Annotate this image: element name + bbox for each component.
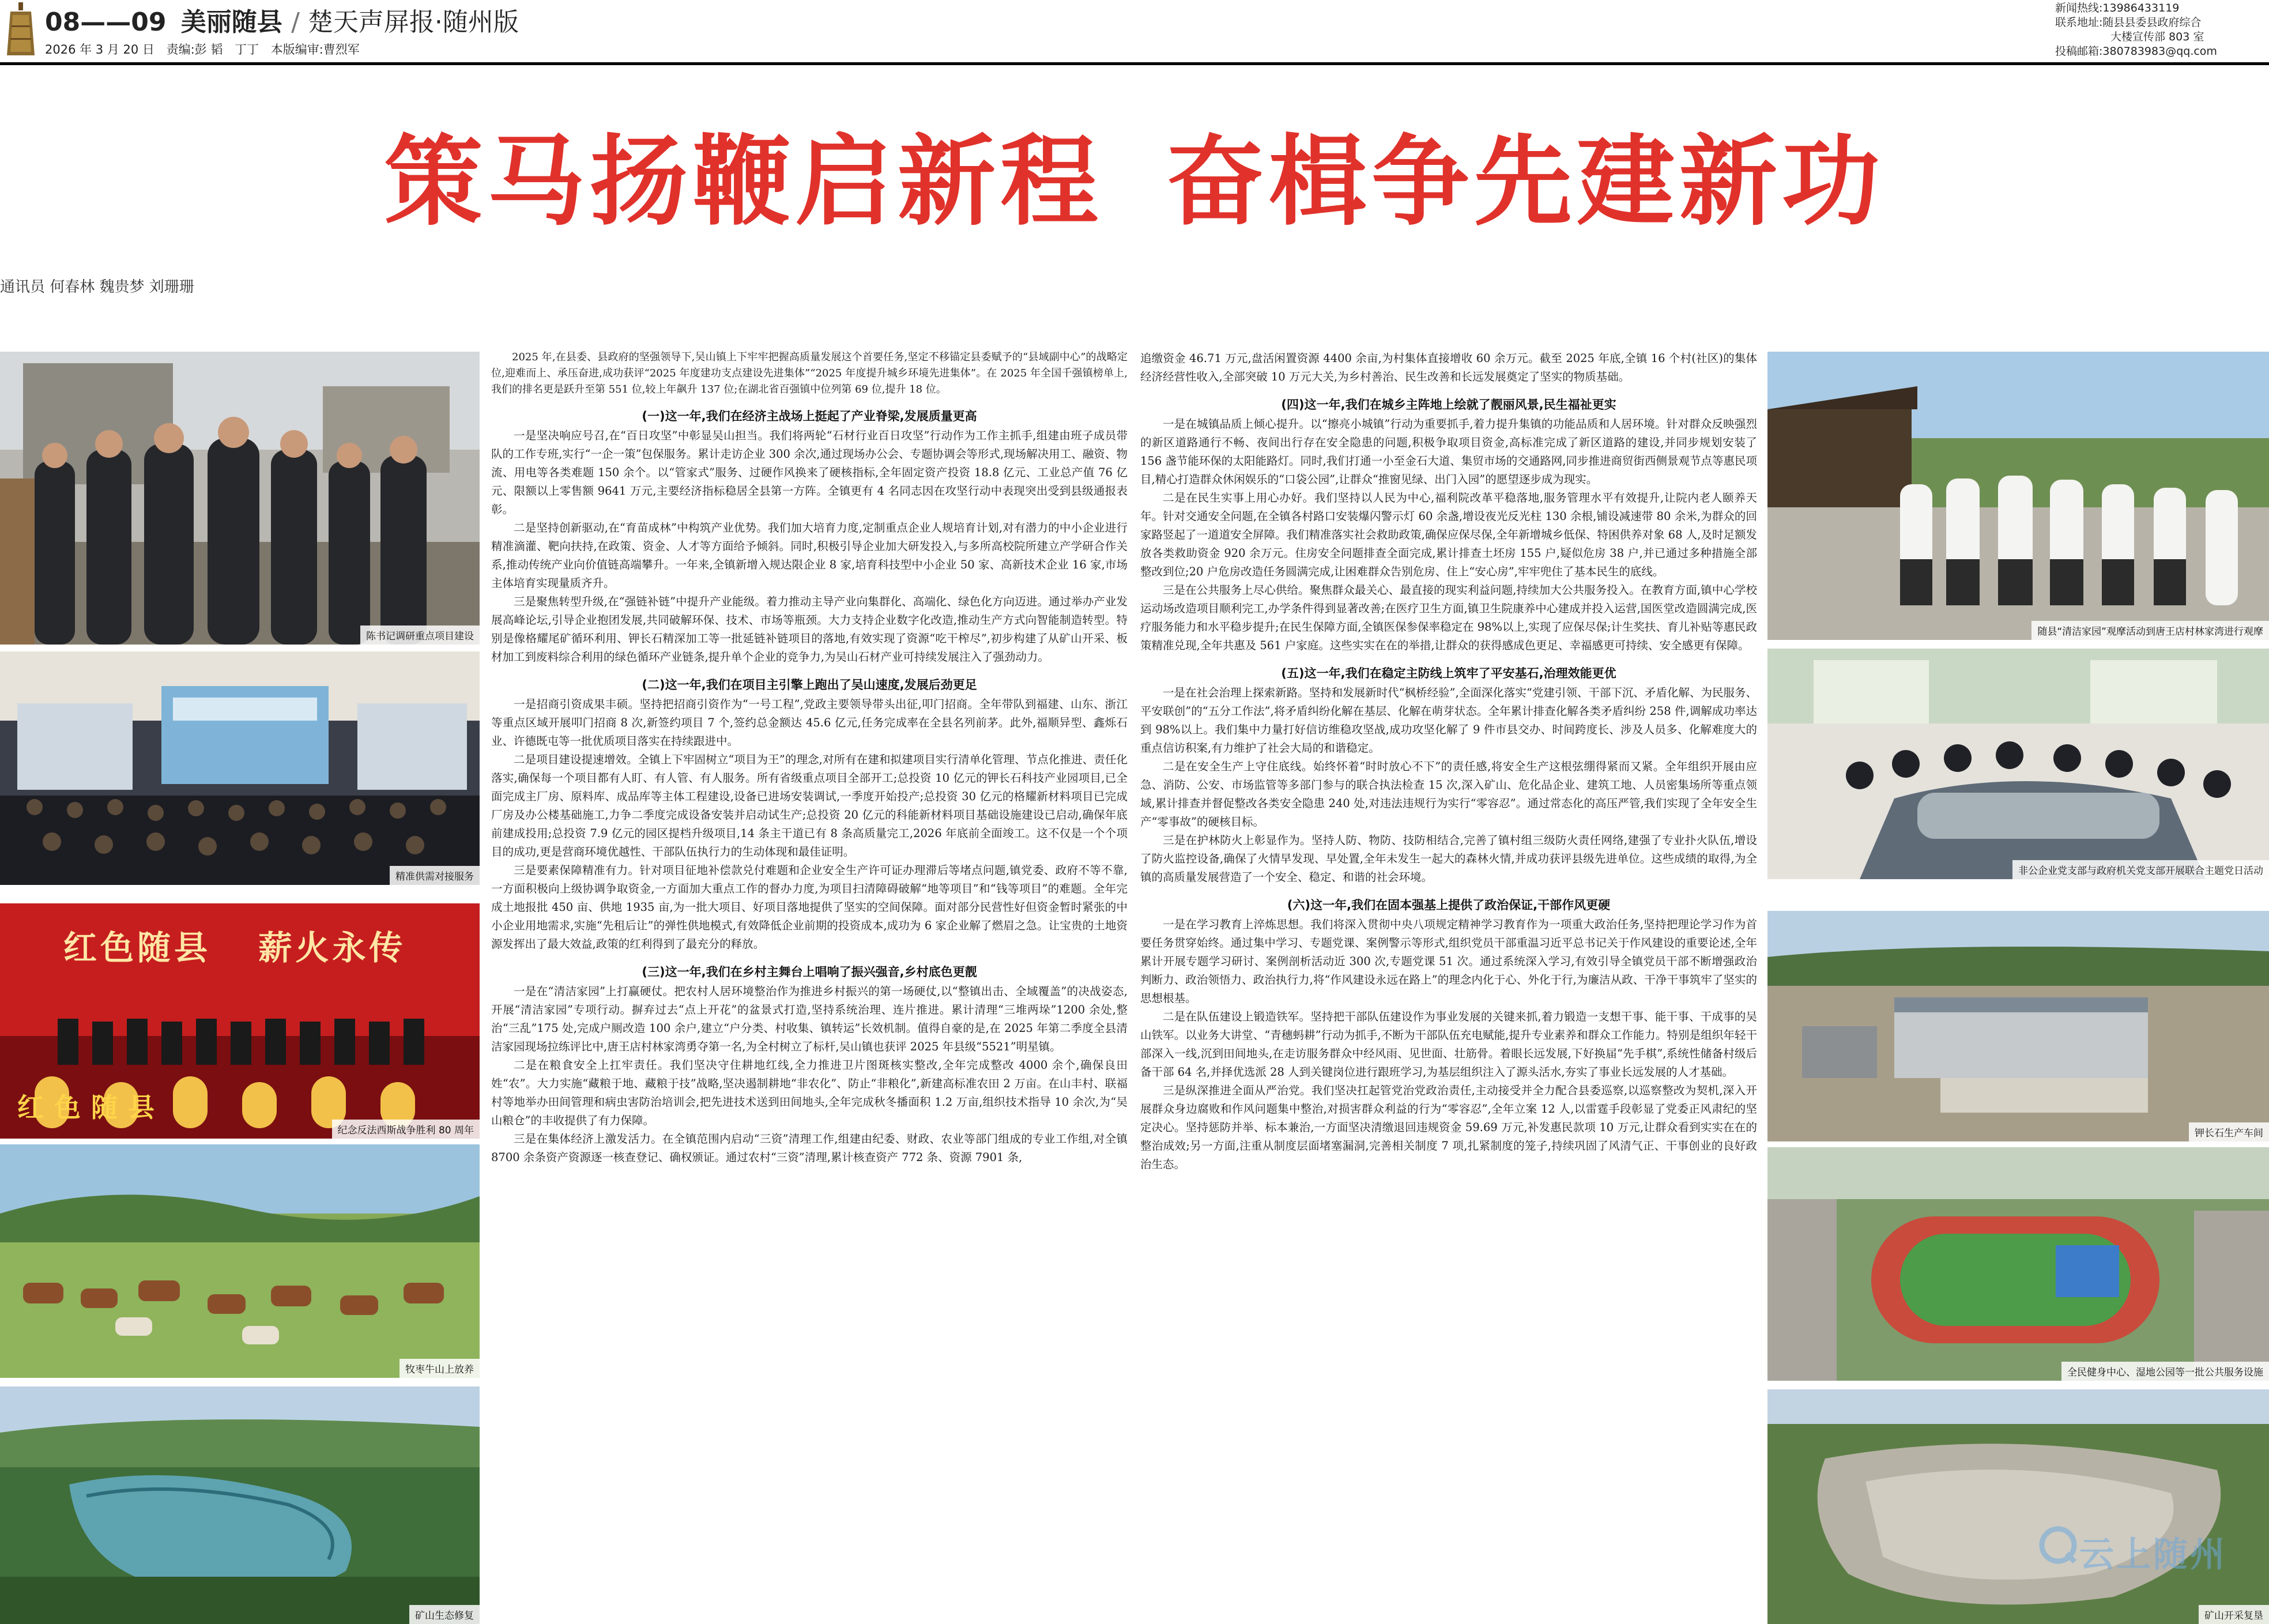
section-heading-projects: (二)这一年,我们在项目主引擎上跑出了吴山速度,发展后劲更足	[642, 678, 977, 692]
chief-editor-credit: 本版编审:曹烈军	[270, 43, 360, 56]
submission-email: 投稿邮箱:380783983@qq.com	[2055, 45, 2217, 58]
photo-project-inspection	[0, 352, 480, 645]
photo-feldspar-workshop	[1767, 911, 2269, 1141]
photo-red-culture-event	[0, 903, 480, 1139]
photo-cattle-grazing-image	[0, 1144, 480, 1378]
section-heading-party-building: (六)这一年,我们在固本强基上提供了政治保证,干部作风更硬	[1287, 898, 1611, 912]
paragraph: 一是坚决响应号召,在“百日攻坚”中彰显吴山担当。我们将两轮“石材行业百日攻坚”行动作为工作主抓手,组建由班子成员带队的工作专班,实行“一企一策”包保服务。累计走访企业 300 余次,通过现场办公会、专题协调会等形式,现场解决用工、融资、物流、用电等各类难题 150 余个。以“管家式”服务、过硬作风换来了硬核指标,全年固定资产投资 18.8 亿元、工业总产值 76 亿元、限额以上零售额 9641 万元,主要经济指标稳居全县第一方阵。全镇更有 4 名同志因在攻坚行动中表现突出受到县级通报表彰。	[491, 429, 1128, 516]
photo-caption: 非公企业党支部与政府机关党支部开展联合主题党日活动	[2012, 860, 2269, 879]
section-name: 美丽随县	[180, 7, 282, 37]
headline	[0, 103, 2269, 244]
paragraph: 二是在民生实事上用心办好。我们坚持以人民为中心,福利院改革平稳落地,服务管理水平有效提升,让院内老人颐养天年。针对交通安全问题,在全镇各村路口安装爆闪警示灯 60 余盏,增设夜光反光柱 130 余根,铺设减速带 80 余米,为群众的回家路竖起了一道道安全屏障。我们精准落实社会救助政策,确保应保尽保,全年新增城乡低保、特困供养对象 68 人,及时足额发放各类救助资金 920 余万元。住房安全问题排查全面完成,累计排查土坯房 155 户,疑似危房 38 户,并已通过多种措施全部整改到位;20 户危房改造任务圆满完成,让困难群众告别危房、住上“安心房”,牢牢兜住了基本民生的底线。	[1140, 491, 1757, 578]
designer-credit: 丁丁	[235, 43, 259, 56]
event-banner-part-2: 薪火永传	[258, 928, 406, 967]
section-heading-livelihood: (四)这一年,我们在城乡主阵地上绘就了靓丽风景,民生福祉更实	[1281, 398, 1616, 412]
editor-credit: 责编:彭 韬	[166, 43, 223, 56]
photo-mine-reclamation-image	[1767, 1389, 2269, 1624]
paragraph: 三是在公共服务上尽心供给。聚焦群众最关心、最直接的现实利益问题,持续加大公共服务投入。在教育方面,镇中心学校运动场改造项目顺利完工,办学条件得到显著改善;在医疗卫生方面,镇卫生院康养中心建成并投入运营,国医堂改造圆满完成,医疗服务能力和水平稳步提升;在民生保障方面,全镇医保参保率稳定在 98%以上,实现了应保尽保;计生奖扶、育儿补贴等惠民政策精准兑现,全年共惠及 561 户家庭。这些实实在在的举措,让群众的获得感成色更足、幸福感更可持续、安全感更有保障。	[1140, 583, 1757, 652]
paragraph: 一是在城镇品质上倾心提升。以“擦亮小城镇”行动为重要抓手,着力提升集镇的功能品质和人居环境。针对群众反映强烈的新区道路通行不畅、夜间出行存在安全隐患的问题,积极争取项目资金,高标准完成了新区道路的建设,并同步规划安装了 156 盏节能环保的太阳能路灯。同时,我们打通一小至金石大道、集贸市场的交通路网,同步推进商贸街西侧景观节点等惠民项目,精心打造群众休闲娱乐的“口袋公园”,让群众“推窗见绿、出门入园”的愿望逐步成为现实。	[1140, 417, 1757, 486]
news-hotline: 新闻热线:13986433119	[2055, 2, 2180, 14]
paper-name: 楚天声屏报·随州版	[307, 7, 519, 37]
section-heading-stability: (五)这一年,我们在稳定主防线上筑牢了平安基石,治理效能更优	[1281, 666, 1616, 680]
photo-caption: 精准供需对接服务	[390, 866, 480, 885]
photo-public-facilities	[1767, 1147, 2269, 1381]
photo-clean-home-visit	[1767, 352, 2269, 640]
paragraph: 一是在学习教育上淬炼思想。我们将深入贯彻中央八项规定精神学习教育作为一项重大政治任务,坚持把理论学习作为首要任务贯穿始终。通过集中学习、专题党课、案例警示等形式,组织党员干部重温习近平总书记关于作风建设的重要论述,全年累计开展专题学习研讨、案例剖析活动近 300 次,专题党课 51 次。通过系统深入学习,有效引导全镇党员干部不断增强政治判断力、政治领悟力、政治执行力,将“作风建设永远在路上”的理念内化于心、外化于行,为廉洁从政、干净干事筑牢了坚实的思想根基。	[1140, 918, 1757, 1005]
edition-bar	[45, 40, 368, 58]
paragraph: 三是在集体经济上激发活力。在全镇范围内启动“三资”清理工作,组建由纪委、财政、农业等部门组成的专业工作组,对全镇 8700 余条资产资源逐一核查登记、确权颁证。通过农村“三资”清理,累计核查资产 772 条、资源 7901 条,	[491, 1132, 1128, 1164]
article-column-1	[491, 349, 1128, 1624]
masthead-rule	[0, 62, 2269, 65]
issue-date: 2026 年 3 月 20 日	[45, 43, 154, 56]
event-banner-title	[63, 921, 406, 969]
photo-clean-home-visit-image	[1767, 352, 2269, 640]
photo-project-inspection-image	[0, 352, 480, 645]
headline-part-1: 策马扬鞭启新程	[384, 125, 1103, 239]
paragraph: 三是在护林防火上彰显作为。坚持人防、物防、技防相结合,完善了镇村组三级防火责任网络,建强了专业扑火队伍,增设了防火监控设备,确保了火情早发现、早处置,全年未发生一起大的森林火情,并成功获评县级先进单位。这些成绩的取得,为全镇的高质量发展营造了一个安全、稳定、和谐的社会环境。	[1140, 834, 1757, 884]
paragraph: 一是在社会治理上探索新路。坚持和发展新时代“枫桥经验”,全面深化落实“党建引领、干部下沉、矛盾化解、为民服务、平安联创”的“五分工作法”,将矛盾纠纷化解在基层、化解在萌芽状态。全年累计排查化解各类矛盾纠纷 258 件,调解成功率达到 98%以上。我们集中力量打好信访维稳攻坚战,成功攻坚化解了 9 件市县交办、时间跨度长、涉及人员多、化解难度大的重点信访积案,有力维护了社会大局的和谐稳定。	[1140, 686, 1757, 755]
photo-caption: 牧枣牛山上放养	[399, 1359, 480, 1378]
photo-mine-restoration-image	[0, 1386, 480, 1624]
article-column-2	[1140, 349, 1757, 1624]
paragraph: 二是坚持创新驱动,在“育苗成林”中构筑产业优势。我们加大培育力度,定制重点企业人规培育计划,对有潜力的中小企业进行精准滴灌、靶向扶持,在政策、资金、人才等方面给予倾斜。同时,积极引导企业加大研发投入,与多所高校院所建立产学研合作关系,推动传统产业向价值链高端攀升。一年来,全镇新增入规达限企业 8 家,培育科技型中小企业 50 家、高新技术企业 16 家,市场主体培育实现量质齐升。	[491, 521, 1128, 590]
event-stage-slogan: 红色随县	[17, 1092, 165, 1123]
event-banner-part-1: 红色随县	[63, 928, 212, 967]
paragraph: 三是纵深推进全面从严治党。我们坚决扛起管党治党政治责任,主动接受并全力配合县委巡察,以巡察整改为契机,深入开展群众身边腐败和作风问题集中整治,对损害群众利益的行为“零容忍”,全年立案 12 人,以雷霆手段彰显了党委正风肃纪的坚定决心。坚持惩防并举、标本兼治,一方面坚决清缴退回违规资金 59.69 万元,补发惠民款项 10 万元,让群众看到实实在在的整治成效;另一方面,注重从制度层面堵塞漏洞,完善相关制度 7 项,扎紧制度的笼子,持续巩固了风清气正、干事创业的良好政治生态。	[1140, 1084, 1757, 1171]
photo-caption: 矿山生态修复	[409, 1605, 480, 1624]
header-divider: /	[291, 7, 308, 37]
paragraph: 追缴资金 46.71 万元,盘活闲置资源 4400 余亩,为村集体直接增收 60 余万元。截至 2025 年底,全镇 16 个村(社区)的集体经济经营性收入,全部突破 10 万元大关,为乡村善治、民生改善和长远发展奠定了坚实的物质基础。	[1140, 352, 1757, 383]
photo-party-activity-image	[1767, 649, 2269, 879]
paragraph: 二是项目建设提速增效。全镇上下牢固树立“项目为王”的理念,对所有在建和拟建项目实行清单化管理、节点化推进、责任化落实,确保每一个项目都有人盯、有人管、有人服务。所有省级重点项目全部开工;总投资 10 亿元的钾长石科技产业园项目,已全面完成主厂房、原料库、成品库等主体工程建设,设备已进场安装调试,一季度开始投产;总投资 30 亿元的格耀新材料项目已完成厂房及办公楼基础施工,力争二季度完成设备安装并启动试生产;总投资 20 亿元的科能新材料项目基础设施建设已启动,确保年底前建成投用;总投资 7.9 亿元的园区提档升级项目,14 条主干道已有 8 条高质量完工,2026 年底前全面竣工。这不仅是一个个项目的成功,更是营商环境优越性、干部队伍执行力的生动体现和最佳证明。	[491, 753, 1128, 858]
section-heading-rural: (三)这一年,我们在乡村主舞台上唱响了振兴强音,乡村底色更靓	[642, 965, 977, 979]
photo-mine-reclamation	[1767, 1389, 2269, 1624]
photo-caption: 纪念反法西斯战争胜利 80 周年	[332, 1120, 480, 1139]
page-header	[45, 1, 519, 38]
photo-mine-restoration	[0, 1386, 480, 1624]
contact-info	[2055, 1, 2217, 59]
article-intro: 2025 年,在县委、县政府的坚强领导下,吴山镇上下牢牢把握高质量发展这个首要任务,坚定不移锚定县委赋予的“县域副中心”的战略定位,迎难而上、承压奋进,成功获评“2025 年度建功支点建设先进集体”“2025 年度提升城乡环境先进集体”。在 2025 年全国千强镇榜单上,我们的排名更是跃升至第 551 位,较上年飙升 137 位;在湖北省百强镇中位列第 69 位,提升 18 位。	[491, 351, 1128, 395]
photo-supply-demand-service-image	[0, 651, 480, 885]
photo-public-facilities-image	[1767, 1147, 2269, 1381]
photo-cattle-grazing	[0, 1144, 480, 1378]
masthead	[0, 0, 2269, 65]
photo-feldspar-workshop-image	[1767, 911, 2269, 1141]
bell-logo-icon	[6, 2, 36, 58]
byline: 通讯员 何春林 魏贵梦 刘珊珊	[0, 278, 194, 296]
photo-caption: 随县“清洁家园”观摩活动到唐王店村林家湾进行观摩	[2031, 621, 2269, 640]
section-heading-economy: (一)这一年,我们在经济主战场上挺起了产业脊梁,发展质量更高	[642, 409, 977, 423]
paragraph: 三是聚焦转型升级,在“强链补链”中提升产业能级。着力推动主导产业向集群化、高端化、绿色化方向迈进。通过举办产业发展高峰论坛,引导企业抱团发展,共同破解环保、技术、市场等瓶颈。大力支持企业数字化改造,推动生产方式向智能制造转型。特别是像格耀尾矿循环利用、钾长石精深加工等一批延链补链项目的落地,有效实现了资源“吃干榨尽”,初步构建了从矿山开采、板材加工到废料综合利用的绿色循环产业链条,提升单个企业的竞争力,为吴山石材产业可持续发展注入了强劲动力。	[491, 595, 1128, 664]
watermark	[2038, 1519, 2234, 1575]
headline-part-2: 奋楫争先建新功	[1166, 125, 1885, 239]
paragraph: 二是在队伍建设上锻造铁军。坚持把干部队伍建设作为事业发展的关键来抓,着力锻造一支想干事、能干事、干成事的吴山铁军。以业务大讲堂、“青穗蚂耕”行动为抓手,不断为干部队伍充电赋能,提升专业素养和群众工作能力。特别是组织年轻干部深入一线,沉到田间地头,在走访服务群众中经风雨、见世面、壮筋骨。着眼长远发展,下好换届“先手棋”,系统性储备村级后备干部 64 名,并择优选派 28 人到关键岗位进行跟班学习,为基层组织注入了源头活水,夯实了事业长远发展的人才基础。	[1140, 1010, 1757, 1079]
app-logo-icon	[2038, 1525, 2078, 1565]
contact-address-room: 大楼宣传部 803 室	[2110, 31, 2204, 43]
paragraph: 三是要素保障精准有力。针对项目征地补偿款兑付难题和企业安全生产许可证办理滞后等堵点问题,镇党委、政府不等不靠,一方面积极向上级协调争取资金,一方面加大重点工作的督办力度,为项目扫清障碍破解“地等项目”和“钱等项目”的难题。全年完成土地报批 450 亩、供地 1935 亩,为一批大项目、好项目落地提供了坚实的空间保障。面对部分民营性好但资金暂时紧张的中小企业用地需求,实施“先租后让”的弹性供地模式,有效降低企业前期的投资成本,成功为 6 家企业解了燃眉之急。让宝贵的土地资源发挥出了最大效益,政策的红利得到了最充分的释放。	[491, 864, 1128, 951]
photo-party-activity	[1767, 649, 2269, 879]
paragraph: 二是在安全生产上守住底线。始终怀着“时时放心不下”的责任感,将安全生产这根弦绷得紧而又紧。全年组织开展由应急、消防、公安、市场监管等多部门参与的联合执法检查 15 次,深入矿山、危化品企业、建筑工地、人员密集场所等重点领域,累计排查并督促整改各类安全隐患 240 处,对违法违规行为实行“零容忍”。通过常态化的高压严管,我们实现了全年安全生产“零事故”的硬核目标。	[1140, 760, 1757, 828]
photo-caption: 全民健身中心、湿地公园等一批公共服务设施	[2061, 1362, 2269, 1381]
watermark-text: 云上随州	[2079, 1535, 2227, 1575]
paragraph: 一是招商引资成果丰硕。坚持把招商引资作为“一号工程”,党政主要领导带头出征,叩门招商。全年带队到福建、山东、浙江等重点区域开展叩门招商 8 次,新签约项目 7 个,签约总金额达 45.6 亿元,任务完成率在全县名列前茅。此外,福顺异型、鑫烁石业、许德既屯等一批优质项目落实在持续跟进中。	[491, 698, 1128, 748]
paragraph: 一是在“清洁家园”上打赢硬仗。把农村人居环境整治作为推进乡村振兴的第一场硬仗,以“整镇出击、全域覆盖”的决战姿态,开展“清洁家园”专项行动。摒弃过去“点上开花”的盆景式打造,坚持系统治理、连片推进。累计清理“三堆两垛”1200 余处,整治“三乱”175 处,完成户厕改造 100 余户,建立“户分类、村收集、镇转运”长效机制。值得自豪的是,在 2025 年第二季度全县清洁家园现场拉练评比中,唐王店村林家湾勇夺第一名,为全村树立了标杆,吴山镇也获评 2025 年县级“5521”明星镇。	[491, 985, 1128, 1053]
photo-caption: 矿山开采复垦	[2199, 1605, 2269, 1624]
contact-address: 联系地址:随县县委县政府综合	[2055, 16, 2202, 29]
paragraph: 二是在粮食安全上扛牢责任。我们坚决守住耕地红线,全力推进卫片图斑核实整改,全年完成整改 4000 余个,确保良田姓“农”。大力实施“藏粮于地、藏粮于技”战略,坚决遏制耕地“非农化”、防止“非粮化”,新建高标准农田 2 万亩。在山丰村、联福村等地举办田间管理和病虫害防治培训会,把先进技术送到田间地头,全年完成秋冬播面积 1.2 万亩,组织技术指导 10 余次,为“吴山粮仓”的丰收提供了有力保障。	[491, 1058, 1128, 1127]
photo-caption: 陈书记调研重点项目建设	[360, 626, 480, 645]
photo-supply-demand-service	[0, 651, 480, 885]
photo-caption: 钾长石生产车间	[2189, 1122, 2269, 1141]
page-number: 08——09	[45, 7, 167, 37]
